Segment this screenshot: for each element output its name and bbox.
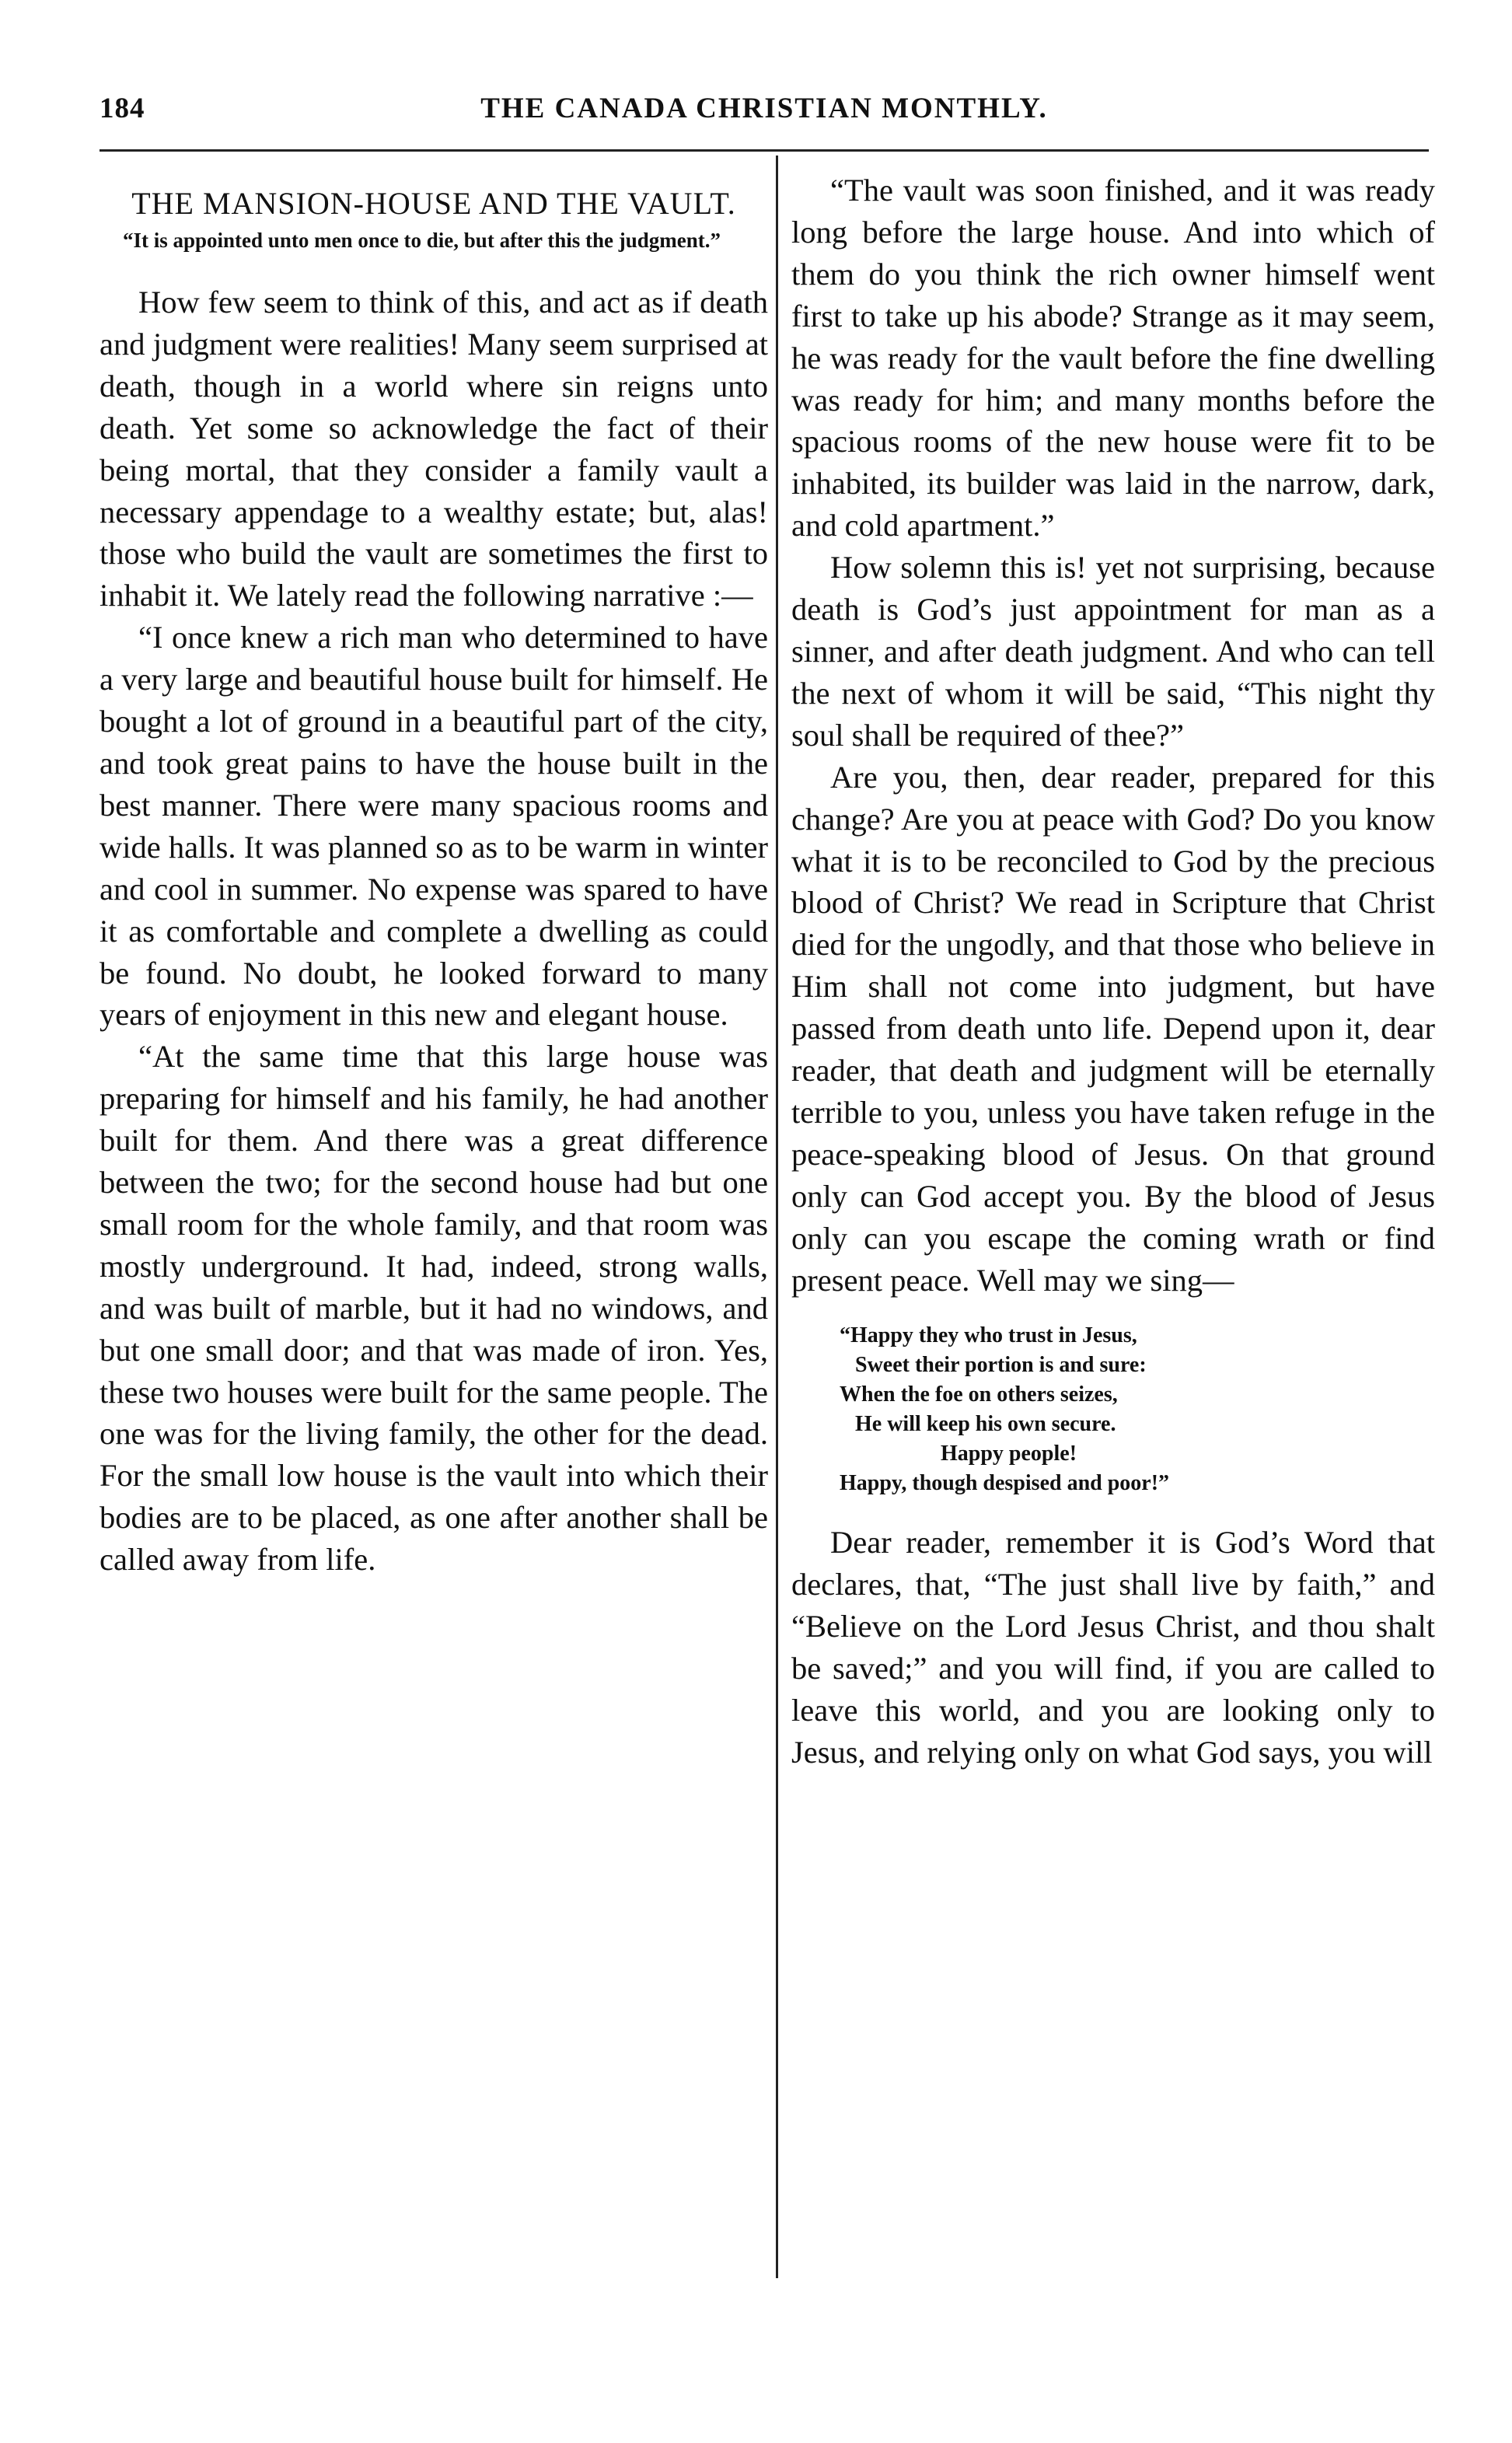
paragraph: Dear reader, remember it is God’s Word that declares, that, “The just shall live by faith,” and “Believe on the Lord Jesus Christ, and thou shalt be saved;” and you will find, if you are called to leave this world, and you are looking only to Jesus, and relying only on what God says, you will [791, 1525, 1435, 1770]
paragraph: How solemn this is! yet not surprising, because death is God’s just appointment for man as a sinner, and after death judgment. And who can tell the next of whom it will be said, “This night thy soul shall be required of thee?” [791, 550, 1435, 753]
page-number: 184 [100, 93, 145, 124]
paragraph: How few seem to think of this, and act as if death and judgment were realities! Many seem surprised at death, though in a world where sin reigns unto death. Yet some so acknowledge the fact of their being mortal, that they consider a family vault a necessary appendage to a wealthy estate; but, alas! those who build the vault are sometimes the first to inhabit it. We lately read the following narrative :— [100, 285, 768, 613]
paragraph: “The vault was soon finished, and it was ready long before the large house. And into which of them do you think the rich owner himself went first to take up his abode? Strange as it may seem, he was ready for the vault before the fine dwelling was ready for him; and many months before the spacious rooms of the new house were fit to be inhabited, its builder was laid in the narrow, dark, and cold apartment.” [791, 173, 1435, 543]
epigraph: “It is appointed unto men once to die, but after this the judgment.” [123, 229, 721, 252]
poem-line: He will keep his own secure. [855, 1412, 1116, 1437]
poem-line: Sweet their portion is and sure: [855, 1353, 1147, 1378]
poem-line: Happy, though despised and poor!” [840, 1471, 1170, 1496]
page-header [100, 86, 1429, 132]
poem-line: “Happy they who trust in Jesus, [840, 1323, 1137, 1348]
paragraph: “At the same time that this large house was preparing for himself and his family, he had another built for them. And there was a great difference between the two; for the second house had but one small room for the whole family, and that room was mostly underground. It had, indeed, strong walls, and was built of marble, but it had no windows, and but one small door; and that was made of iron. Yes, these two houses were built for the same people. The one was for the living family, the other for the dead. For the small low house is the vault into which their bodies are to be placed, as one after another shall be called away from life. [100, 1039, 768, 1578]
header-rule [100, 149, 1429, 152]
right-column [791, 170, 1435, 1774]
poem-line: When the foe on others seizes, [840, 1382, 1118, 1407]
column-divider [776, 156, 778, 2278]
paragraph: “I once knew a rich man who determined to have a very large and beautiful house built for himself. He bought a lot of ground in a beautiful part of the city, and took great pains to have the house built in the best manner. There were many spacious rooms and wide halls. It was planned so as to be warm in winter and cool in summer. No expense was spared to have it as comfortable and complete a dwelling as could be found. No doubt, he looked forward to many years of enjoyment in this new and elegant house. [100, 620, 768, 1033]
article-title: THE MANSION-HOUSE AND THE VAULT. [131, 186, 736, 221]
running-title: THE CANADA CHRISTIAN MONTHLY. [480, 93, 1048, 124]
paragraph: Are you, then, dear reader, prepared for this change? Are you at peace with God? Do you know what it is to be reconciled to God by the precious blood of Christ? We read in Scripture that Christ died for the ungodly, and that those who believe in Him shall not come into judgment, but have passed from death unto life. Depend upon it, dear reader, that death and judgment will be eternally terrible to you, unless you have taken refuge in the peace-speaking blood of Jesus. On that ground only can God accept you. By the blood of Jesus only can you escape the coming wrath or find present peace. Well may we sing— [791, 759, 1435, 1298]
left-column [100, 170, 768, 1581]
poem-line: Happy people! [941, 1442, 1077, 1466]
hymn-stanza [791, 1321, 1435, 1498]
